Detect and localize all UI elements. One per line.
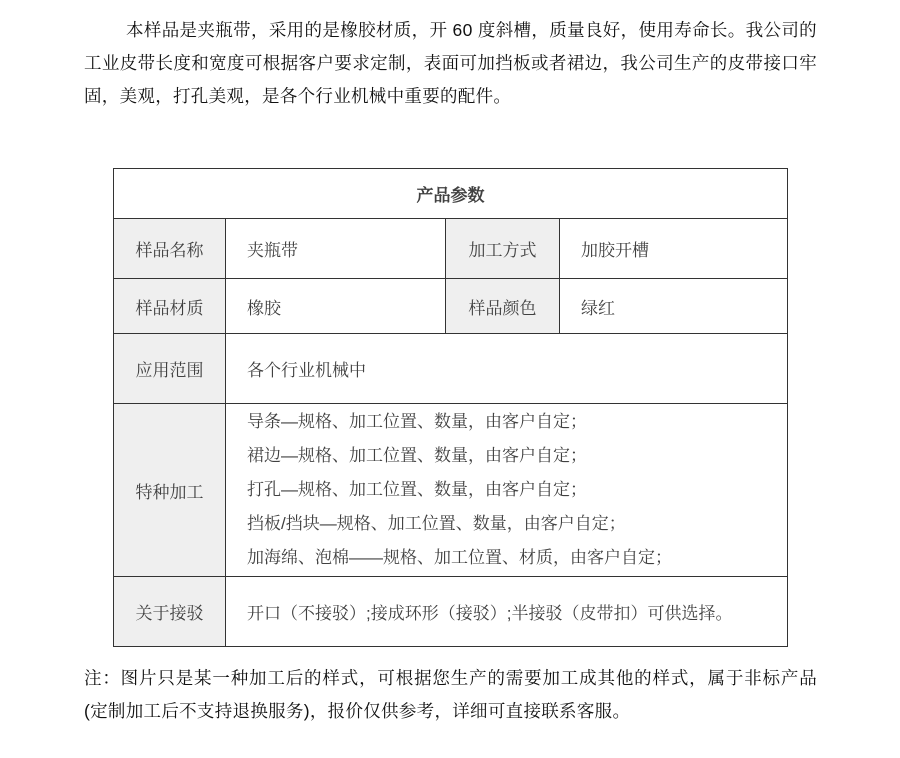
special-processing-line: 打孔—规格、加工位置、数量，由客户自定； [247, 480, 587, 499]
table-row [114, 279, 788, 334]
sample-name-value: 夹瓶带 [226, 219, 446, 279]
product-intro-paragraph: 本样品是夹瓶带，采用的是橡胶材质，开 60 度斜槽，质量良好，使用寿命长。我公司的工业皮带长度和宽度可根据客户要求定制，表面可加挡板或者裙边，我公司生产的皮带接口牢固，美观，打孔美观，是各个行业机械中重要的配件。 [84, 20, 817, 106]
special-processing-value [226, 404, 788, 577]
about-joining-label: 关于接驳 [114, 577, 226, 647]
application-scope-label: 应用范围 [114, 334, 226, 404]
special-processing-label: 特种加工 [114, 404, 226, 577]
sample-material-label: 样品材质 [114, 279, 226, 334]
special-processing-line: 裙边—规格、加工位置、数量，由客户自定； [247, 446, 587, 465]
table-row [114, 334, 788, 404]
application-scope-value: 各个行业机械中 [226, 334, 788, 404]
table-row [114, 219, 788, 279]
process-method-value: 加胶开槽 [560, 219, 788, 279]
special-processing-line: 加海绵、泡棉——规格、加工位置、材质，由客户自定； [247, 548, 672, 567]
process-method-label: 加工方式 [446, 219, 560, 279]
table-row [114, 404, 788, 577]
bottom-note: 注：图片只是某一种加工后的样式，可根据您生产的需要加工成其他的样式，属于非标产品(定制加工后不支持退换服务)，报价仅供参考，详细可直接联系客服。 [84, 668, 817, 721]
sample-color-label: 样品颜色 [446, 279, 560, 334]
product-parameters-table [113, 168, 788, 647]
sample-color-value: 绿红 [560, 279, 788, 334]
special-processing-line: 导条—规格、加工位置、数量，由客户自定； [247, 412, 587, 431]
special-processing-line: 挡板/挡块—规格、加工位置、数量，由客户自定； [247, 514, 626, 533]
sample-material-value: 橡胶 [226, 279, 446, 334]
table-title: 产品参数 [114, 169, 788, 219]
about-joining-value: 开口（不接驳）;接成环形（接驳）;半接驳（皮带扣）可供选择。 [226, 577, 788, 647]
sample-name-label: 样品名称 [114, 219, 226, 279]
table-row [114, 577, 788, 647]
table-title-row [114, 169, 788, 219]
